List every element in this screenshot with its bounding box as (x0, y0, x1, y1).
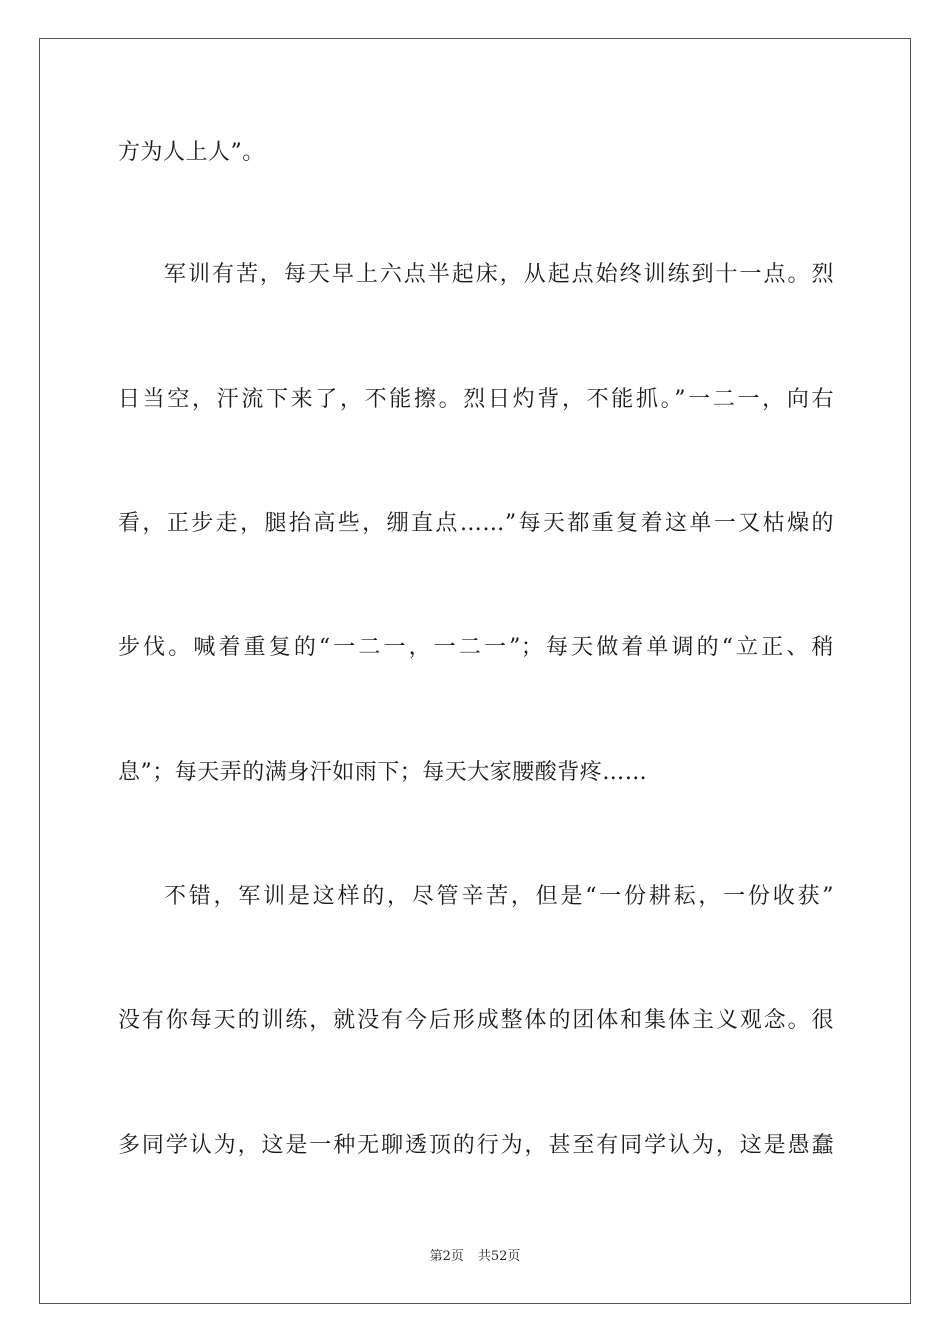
text-line-9: 多同学认为，这是一种无聊透顶的行为，甚至有同学认为，这是愚蠢 (118, 1133, 834, 1158)
page-footer (0, 1248, 950, 1266)
current-page-label: 第2页 (429, 1249, 464, 1264)
text-line-6: 息”；每天弄的满身汗如雨下；每天大家腰酸背疼…… (118, 760, 648, 785)
text-line-2: 军训有苦，每天早上六点半起床，从起点始终训练到十一点。烈 (164, 262, 834, 287)
text-line-5: 步伐。喊着重复的“一二一，一二一”；每天做着单调的“立正、稍 (118, 635, 834, 660)
text-line-4: 看，正步走，腿抬高些，绷直点……”每天都重复着这单一又枯燥的 (118, 511, 834, 536)
total-pages-label: 共52页 (477, 1249, 521, 1264)
text-line-3: 日当空，汗流下来了，不能擦。烈日灼背，不能抓。”一二一，向右 (118, 387, 834, 412)
text-line-8: 没有你每天的训练，就没有今后形成整体的团体和集体主义观念。很 (118, 1008, 834, 1033)
text-line-1: 方为人上人”。 (118, 140, 265, 165)
page-frame (39, 38, 911, 1304)
text-line-7: 不错，军训是这样的，尽管辛苦，但是“一份耕耘，一份收获” (164, 884, 834, 909)
